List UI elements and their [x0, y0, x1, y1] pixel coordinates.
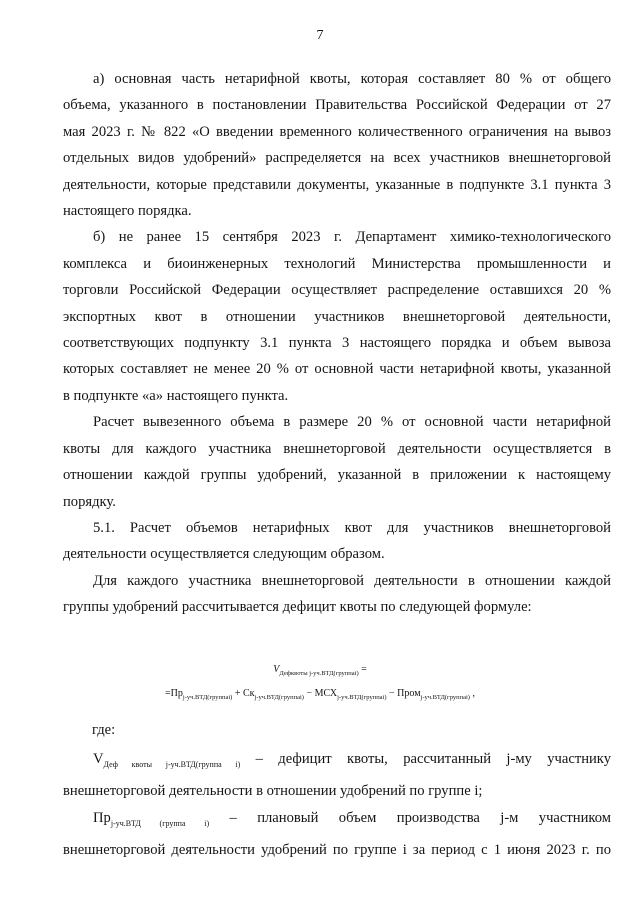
definition-subscript: j-уч.ВТД (группа i) [110, 818, 210, 828]
text-line: внешнеторговой деятельности в отношении удобрений по группе i; [63, 783, 483, 800]
definition-text: – плановый объем производства j-м участником [209, 809, 611, 826]
page-number: 7 [316, 28, 324, 43]
text-line: в подпункте «а» настоящего пункта. [63, 387, 289, 404]
formula-line-2 [0, 688, 640, 701]
formula-term: =Пр [165, 688, 183, 699]
definition-v [63, 746, 611, 778]
text-line: экспортных квот в отношении участников внешнеторговой деятельности, [63, 308, 611, 325]
definition-text: – дефицит квоты, рассчитанный j-му участнику [240, 751, 611, 767]
formula-term: + Ск [232, 688, 255, 699]
paragraph-a [63, 66, 611, 224]
formula-subscript: j-уч.ВТД(группаi) [254, 694, 304, 701]
text-line: внешнеторговой деятельности удобрений по группе i за период с 1 июня 2023 г. по [63, 842, 611, 859]
text-line: а) основная часть нетарифной квоты, которая составляет 80 % от общего [93, 71, 611, 87]
formula-equals: = [358, 664, 367, 675]
paragraph-d [63, 515, 611, 568]
text-line: Для каждого участника внешнеторговой деятельности в отношении каждой [93, 572, 611, 589]
text-line: деятельности осуществляется следующим образом. [63, 546, 385, 563]
formula-subscript: j-уч.ВТД(группаi) [337, 694, 387, 701]
text-line: Расчет вывезенного объема в размере 20 % от основной части нетарифной [93, 414, 611, 431]
text-line: объема, указанного в постановлении Правительства Российской Федерации от 27 [63, 97, 611, 114]
formula-subscript: Дефквоты j-уч.ВТД(группаi) [279, 670, 359, 677]
text-line: отдельных видов удобрений» распределяется на всех участников внешнеторговой [63, 150, 611, 167]
text-line: б) не ранее 15 сентября 2023 г. Департамент химико-технологического [93, 229, 611, 246]
paragraph-c [63, 409, 611, 515]
document-body [63, 66, 611, 621]
definition-symbol: V [93, 751, 104, 767]
formula-tail: , [469, 688, 475, 699]
definition-subscript: Деф квоты j-уч.ВТД(группа i) [103, 759, 241, 769]
text-line: группы удобрений рассчитывается дефицит квоты по следующей формуле: [63, 599, 532, 616]
text-line: квоты для каждого участника внешнеторговой деятельности осуществляется в [63, 440, 611, 457]
paragraph-b [63, 224, 611, 409]
formula-symbol: V [273, 664, 280, 675]
text-line: комплекса и биоинженерных технологий Министерства промышленности и [63, 255, 611, 272]
formula-term: − Пром [386, 688, 421, 699]
text-line: торговли Российской Федерации осуществляет распределение оставшихся 20 % [63, 282, 611, 299]
text-line: деятельности, которые представили документы, указанные в подпункте 3.1 пункта 3 [63, 176, 611, 193]
formula-subscript: j-уч.ВТД(группаi) [420, 694, 470, 701]
definition-pr [63, 805, 611, 837]
where-label: где: [92, 722, 116, 738]
text-line: порядку. [63, 493, 116, 510]
text-line: соответствующих подпункту 3.1 пункта 3 настоящего порядка и объем вывоза [63, 335, 611, 352]
formula-line-1 [0, 664, 640, 677]
text-line: отношении каждой группы удобрений, указанной в приложении к настоящему [63, 467, 611, 484]
formula-subscript: j-уч.ВТД(группаi) [182, 694, 233, 701]
definitions [63, 746, 611, 863]
text-line: которых составляет не менее 20 % от основной части нетарифной квоты, указанной [63, 361, 611, 378]
formula-term: − МСХ [303, 688, 338, 699]
text-line: 5.1. Расчет объемов нетарифных квот для участников внешнеторговой [93, 519, 611, 536]
paragraph-e [63, 568, 611, 621]
definition-symbol: Пр [93, 809, 111, 826]
text-line: настоящего порядка. [63, 203, 192, 220]
text-line: мая 2023 г. № 822 «О введении временного количественного ограничения на вывоз [63, 123, 611, 140]
